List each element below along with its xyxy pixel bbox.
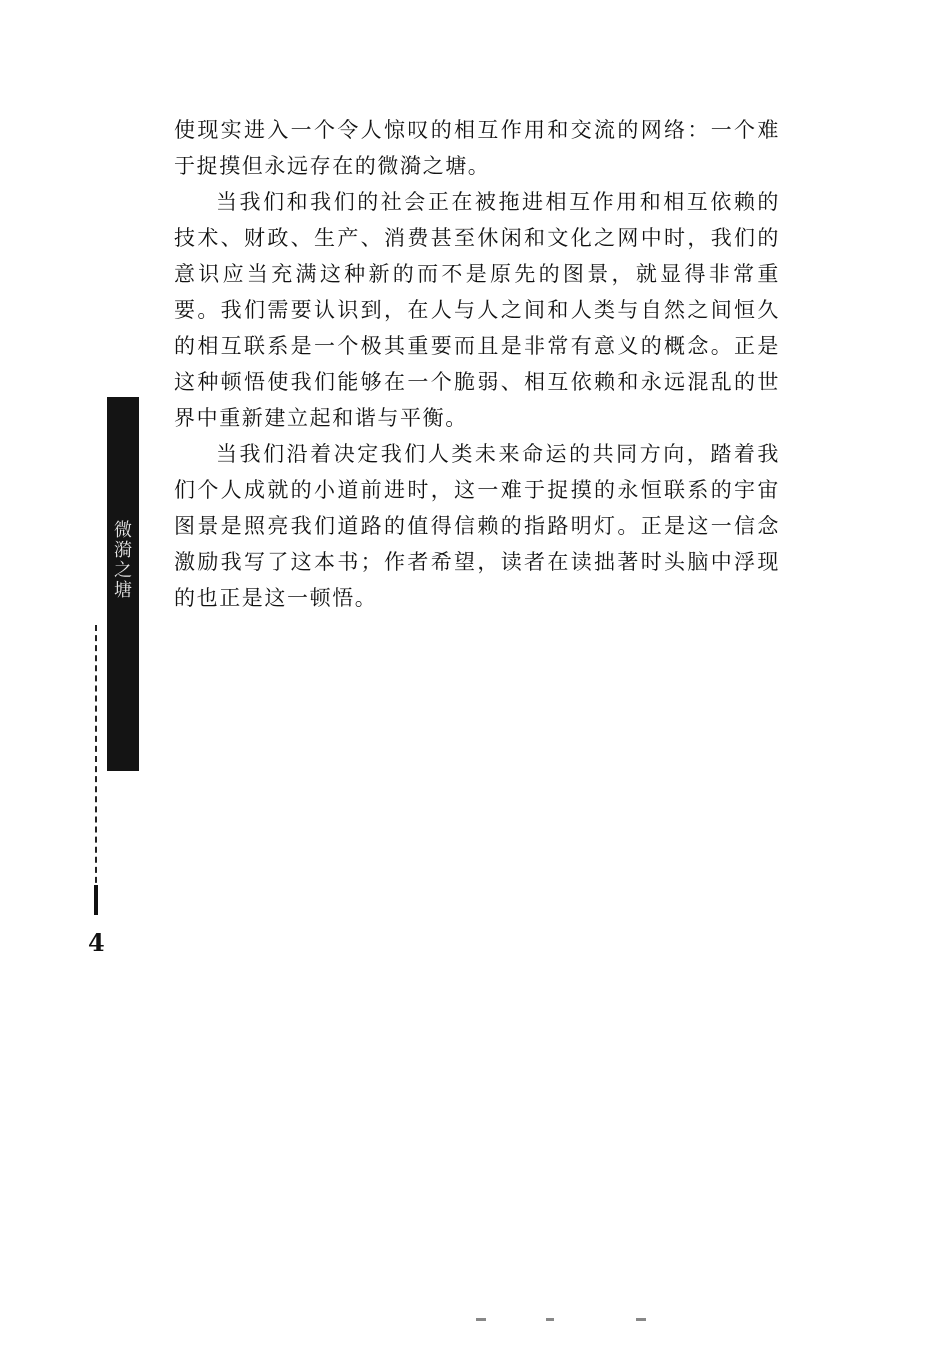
paragraph: 当我们沿着决定我们人类未来命运的共同方向，踏着我们个人成就的小道前进时，这一难于捉摸的永恒联系的宇宙图景是照亮我们道路的值得信赖的指路明灯。正是这一信念激励我写了这本书；作者希望，读者在读拙著时头脑中浮现的也正是这一顿悟。 [174, 442, 780, 610]
scan-artifact [476, 1318, 486, 1321]
book-title-vertical: 微漪之塘 [111, 520, 132, 600]
body-text [174, 112, 780, 616]
paragraph: 当我们和我们的社会正在被拖进相互作用和相互依赖的技术、财政、生产、消费甚至休闲和文化之网中时，我们的意识应当充满这种新的而不是原先的图景，就显得非常重要。我们需要认识到，在人与人之间和人类与自然之间恒久的相互联系是一个极其重要而且是非常有意义的概念。正是这种顿悟使我们能够在一个脆弱、相互依赖和永远混乱的世界中重新建立起和谐与平衡。 [174, 190, 780, 430]
divider-end-mark [94, 885, 98, 915]
scan-artifact [546, 1318, 554, 1321]
paragraph-continued: 使现实进入一个令人惊叹的相互作用和交流的网络：一个难于捉摸但永远存在的微漪之塘。 [174, 118, 780, 178]
dashed-divider [95, 625, 97, 893]
scan-artifact [636, 1318, 646, 1321]
page-number: 4 [88, 928, 105, 957]
